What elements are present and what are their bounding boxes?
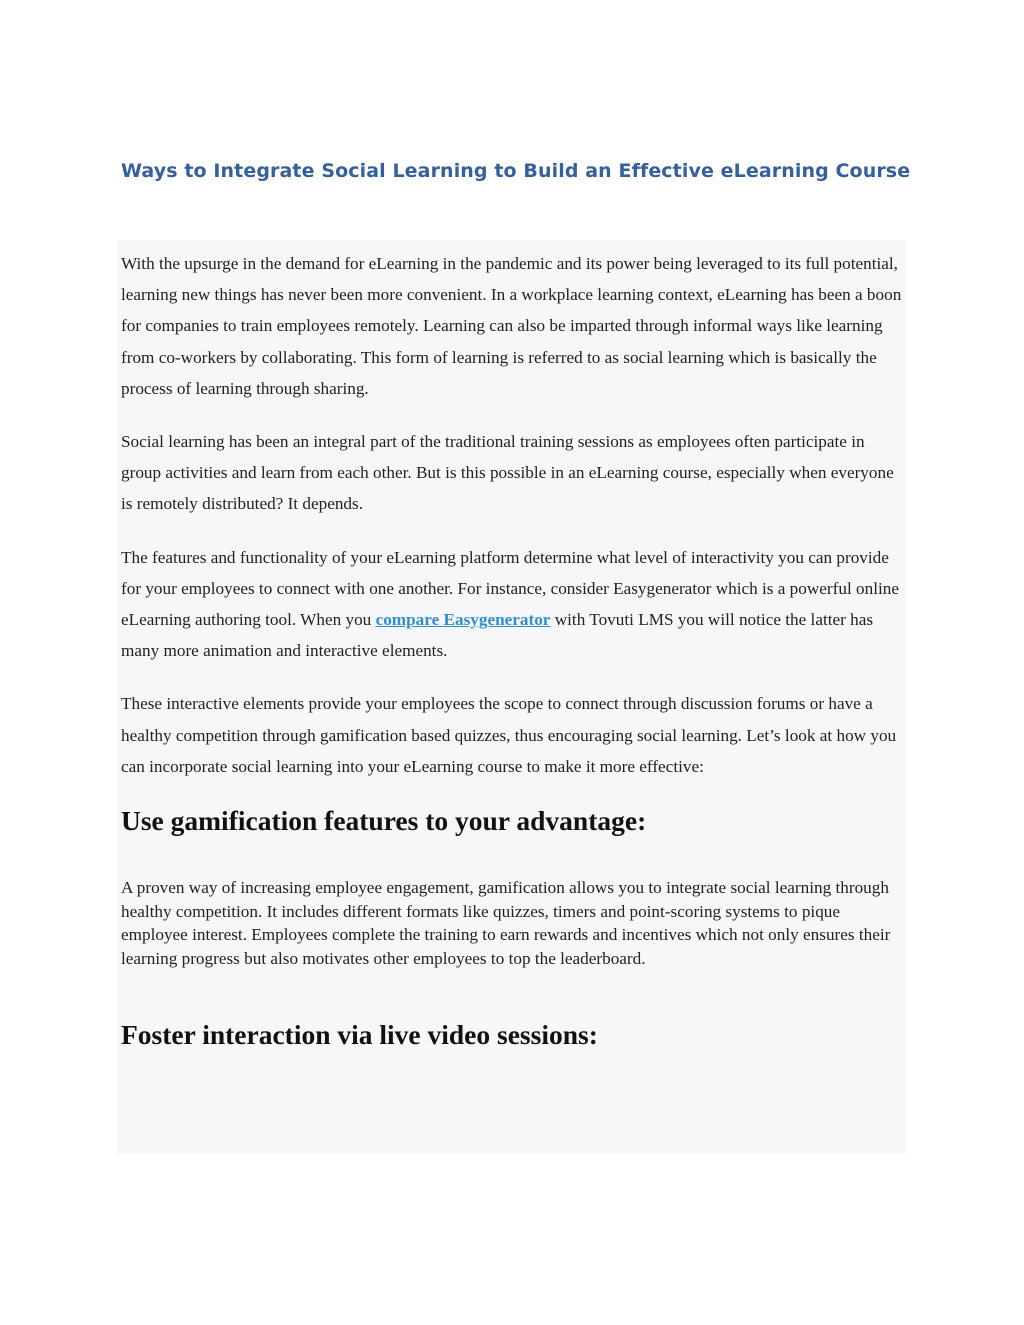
social-learning-paragraph: Social learning has been an integral part of the traditional training sessions as employees often participate in group activities and learn from each other. But is this possible in an eLearning course, especially when everyone is remotely distributed? It depends.	[121, 432, 894, 514]
section-heading-live-video: Foster interaction via live video sessions:	[121, 1019, 598, 1051]
article-body	[117, 240, 906, 1154]
document-title: Ways to Integrate Social Learning to Build an Effective eLearning Course	[121, 160, 911, 182]
compare-easygenerator-link[interactable]: compare Easygenerator	[375, 610, 551, 630]
paragraph-text-after-link: with Tovuti LMS you will notice the latter has many more animation and interactive elements.	[121, 610, 874, 661]
platform-features-paragraph	[121, 542, 906, 667]
interactive-elements-paragraph: These interactive elements provide your employees the scope to connect through discussion forums or have a healthy competition through gamification based quizzes, thus encouraging social learning. Let’s look at how you can incorporate social learning into your eLearning course to make it more effective:	[121, 694, 897, 776]
intro-paragraph: With the upsurge in the demand for eLearning in the pandemic and its power being leveraged to its full potential, learning new things has never been more convenient. In a workplace learning context, eLearning has been a boon for companies to train employees remotely. Learning can also be imparted through informal ways like learning from co-workers by collaborating. This form of learning is referred to as social learning which is basically the process of learning through sharing.	[121, 254, 902, 398]
gamification-paragraph: A proven way of increasing employee engagement, gamification allows you to integrate social learning through healthy competition. It includes different formats like quizzes, timers and point-scoring systems to pique employee interest. Employees complete the training to earn rewards and incentives which not only ensures their learning progress but also motivates other employees to top the leaderboard.	[121, 878, 891, 968]
section-heading-gamification: Use gamification features to your advantage:	[121, 805, 647, 837]
paragraph-text-before-link: The features and functionality of your eLearning platform determine what level of interactivity you can provide for your employees to connect with one another. For instance, consider Easygenerator which is a powerful online eLearning authoring tool. When you	[121, 547, 899, 630]
